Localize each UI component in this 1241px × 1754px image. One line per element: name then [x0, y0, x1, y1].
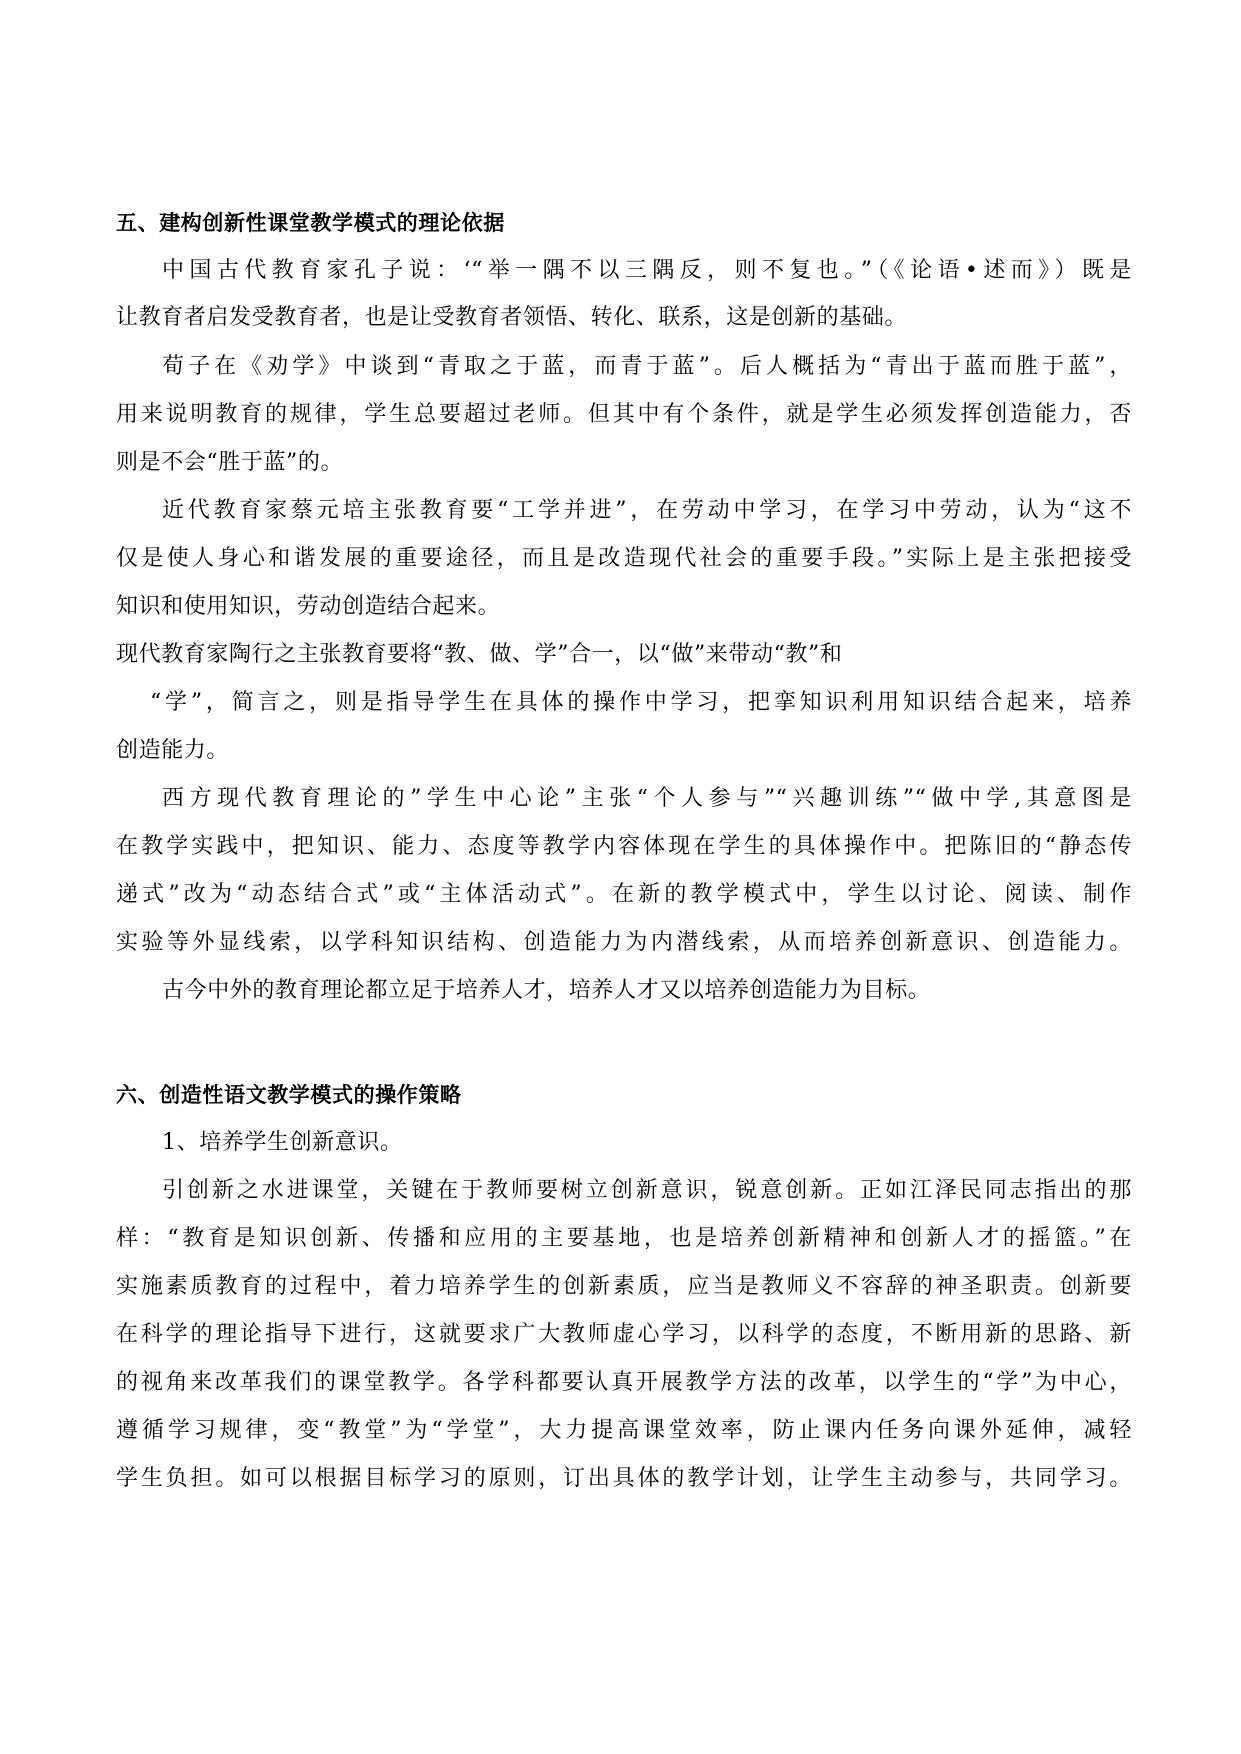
paragraph-line: 的视角来改革我们的课堂教学。各学科都要认真开展教学方法的改革，以学生的“学”为中心，: [116, 1370, 1132, 1395]
section-heading-5: 五、建构创新性课堂教学模式的理论依据: [116, 211, 505, 235]
paragraph-line: 让教育者启发受教育者，也是让受教育者领悟、转化、联系，这是创新的基础。: [116, 305, 908, 330]
paragraph-line: 用来说明教育的规律，学生总要超过老师。但其中有个条件，就是学生必须发挥创造能力，否: [116, 402, 1132, 427]
paragraph-line: 引创新之水进课堂，关键在于教师要树立创新意识，锐意创新。正如江泽民同志指出的那: [162, 1178, 1132, 1203]
paragraph-line: 学生负担。如可以根据目标学习的原则，订出具体的教学计划，让学生主动参与，共同学习。: [116, 1466, 1132, 1491]
paragraph-line: 近代教育家蔡元培主张教育要“工学并进”，在劳动中学习，在学习中劳动，认为“这不: [162, 498, 1132, 523]
paragraph-line: 递式”改为“动态结合式”或“主体活动式”。在新的教学模式中，学生以讨论、阅读、制作: [116, 882, 1132, 907]
paragraph-line: 实验等外显线索，以学科知识结构、创造能力为内潜线索，从而培养创新意识、创造能力。: [116, 930, 1132, 955]
paragraph-line: 在科学的理论指导下进行，这就要求广大教师虚心学习，以科学的态度，不断用新的思路、新: [116, 1322, 1132, 1347]
paragraph-line: 中国古代教育家孔子说：‘“举一隅不以三隅反，则不复也。”（《论语•述而》）既是: [162, 258, 1132, 283]
paragraph-line: 西方现代教育理论的”学生中心论”主张“个人参与”“兴趣训练”“做中学,其意图是: [162, 786, 1132, 811]
paragraph-line: 创造能力。: [116, 738, 230, 763]
paragraph-line: 实施素质教育的过程中，着力培养学生的创新素质，应当是教师义不容辞的神圣职责。创新要: [116, 1274, 1132, 1299]
paragraph-line: 遵循学习规律，变“教堂”为“学堂”，大力提高课堂效率，防止课内任务向课外延伸，减轻: [116, 1418, 1132, 1443]
paragraph-line: 在教学实践中，把知识、能力、态度等教学内容体现在学生的具体操作中。把陈旧的“静态传: [116, 834, 1132, 859]
section-heading-6: 六、创造性语文教学模式的操作策略: [116, 1083, 462, 1107]
paragraph-line: 仅是使人身心和谐发展的重要途径，而且是改造现代社会的重要手段。”实际上是主张把接受: [116, 546, 1132, 571]
paragraph-line: 古今中外的教育理论都立足于培养人才，培养人才又以培养创造能力为目标。: [162, 978, 931, 1003]
list-item-1: 1、培养学生创新意识。: [162, 1130, 403, 1155]
paragraph-line: 现代教育家陶行之主张教育要将“教、做、学”合一，以“做”来带动“教”和: [116, 642, 843, 667]
paragraph-line: 知识和使用知识，劳动创造结合起来。: [116, 594, 501, 619]
paragraph-line: 荀子在《劝学》中谈到“青取之于蓝，而青于蓝”。后人概括为“青出于蓝而胜于蓝”，: [162, 354, 1132, 379]
paragraph-line: 则是不会“胜于蓝”的。: [116, 450, 344, 475]
paragraph-line: “学”，简言之，则是指导学生在具体的操作中学习，把挛知识利用知识结合起来，培养: [150, 690, 1132, 715]
paragraph-line: 样：“教育是知识创新、传播和应用的主要基地，也是培养创新精神和创新人才的摇篮。”在: [116, 1226, 1132, 1251]
